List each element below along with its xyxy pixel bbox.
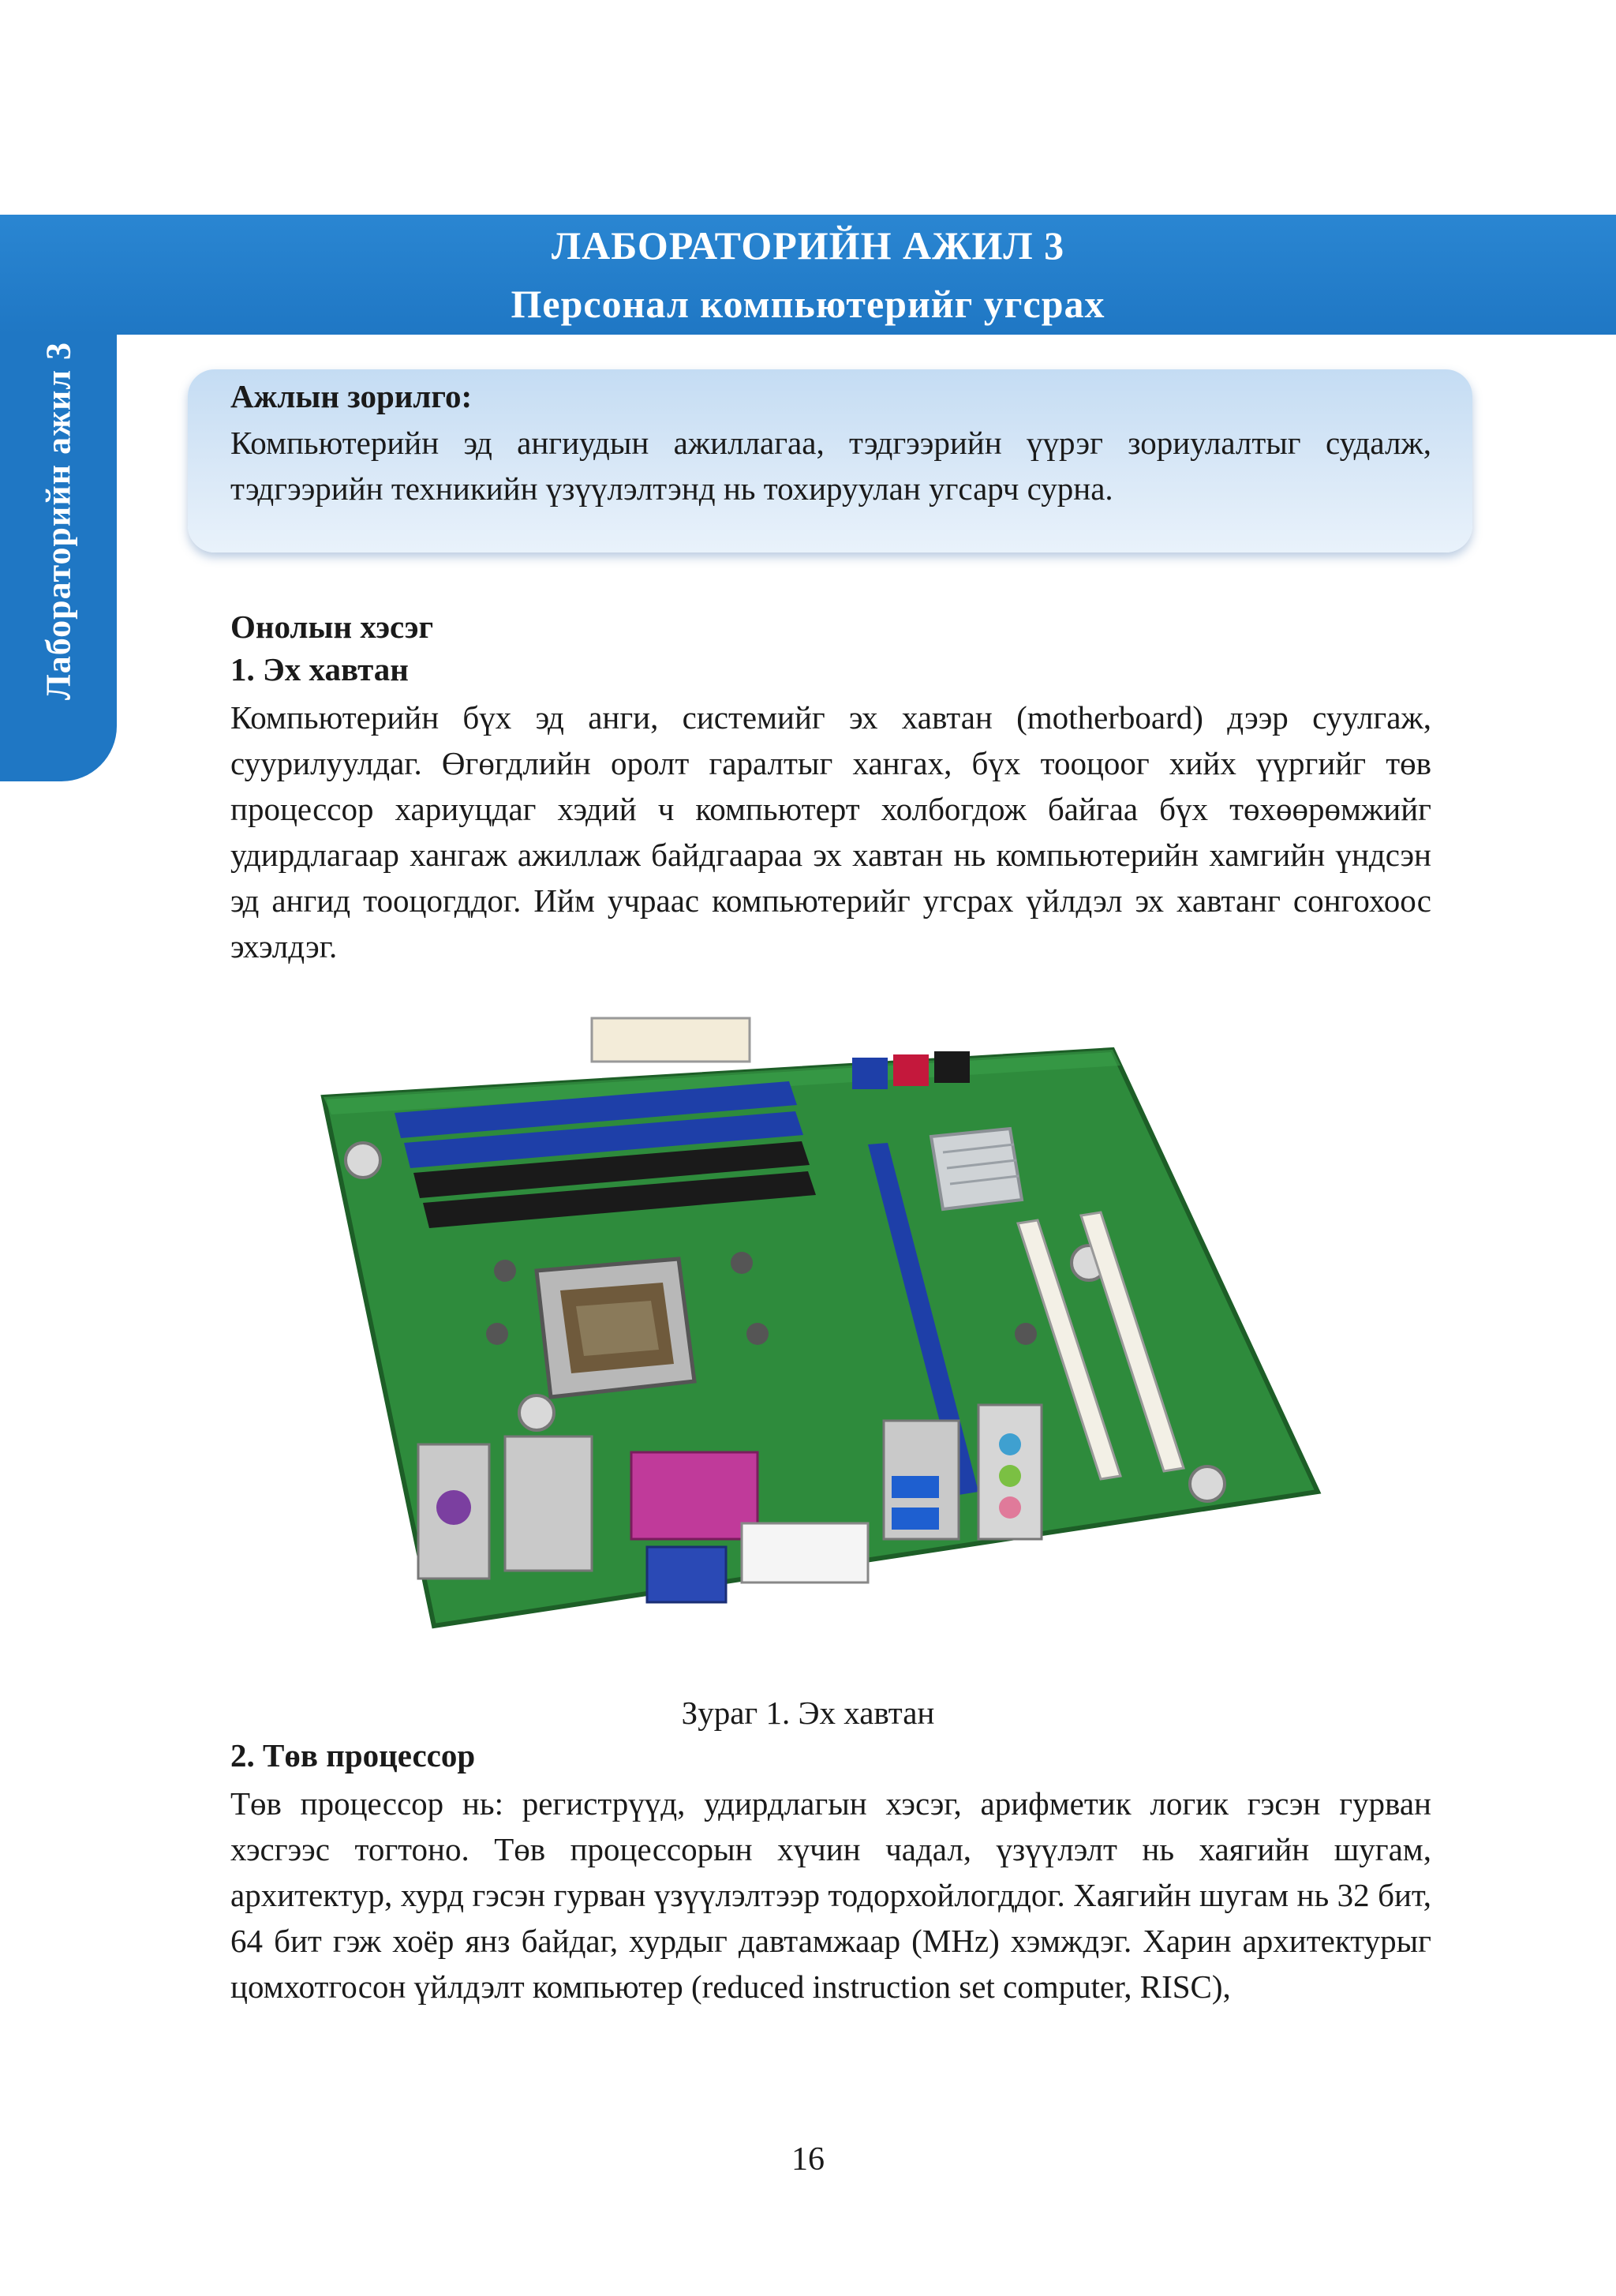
cpu-socket xyxy=(537,1259,694,1397)
chipset-heatsink xyxy=(931,1129,1022,1209)
theory-heading: Онолын хэсэг xyxy=(230,609,434,645)
page-number: 16 xyxy=(791,2141,825,2178)
motherboard-image xyxy=(300,1002,1326,1634)
dvi-port xyxy=(742,1523,868,1582)
figure-caption: Зураг 1. Эх хавтан xyxy=(681,1695,935,1731)
goal-text: Компьютерийн эд ангиудын ажиллагаа, тэдгээрийн үүрэг зориулалтыг судалж, тэдгээрийн техникийн үзүүлэлтэнд нь тохируулан угсарч сурна. xyxy=(230,425,1431,507)
lab-title: ЛАБОРАТОРИЙН АЖИЛ 3 xyxy=(551,223,1065,268)
goal-title: Ажлын зорилго: xyxy=(230,378,473,414)
lab-subtitle: Персонал компьютерийг угсрах xyxy=(511,282,1105,326)
side-tab-label: Лабораторийн ажил 3 xyxy=(39,341,78,701)
section1-paragraph: Компьютерийн бүх эд анги, системийг эх хавтан (motherboard) дээр суулгаж, суурилуулдаг. Өгөгдлийн оролт гаралтыг хангах, бүх тооцоог хийх үүргийг төв процессор хариуцдаг хэдий ч компьютерт холбогдож байгаа бүх төхөөрөмжийг удирдлагаар хангаж ажиллаж байдгаараа эх хавтан нь компьютерийн хамгийн үндсэн эд ангид тооцогддог. Ийм учраас компьютерийг угсрах үйлдэл эх хавтанг сонгохоос эхэлдэг. xyxy=(230,699,1431,964)
vga-port xyxy=(647,1547,726,1602)
motherboard-illustration xyxy=(300,1002,1326,1634)
section2-heading: 2. Төв процессор xyxy=(230,1737,476,1774)
section2-paragraph: Төв процессор нь: регистрүүд, удирдлагын хэсэг, арифметик логик гэсэн гурван хэсгээс тогтоно. Төв процессорын хүчин чадал, үзүүлэлт нь хаягийн шугам, архитектур, хурд гэсэн гурван үзүүлэлтээр тодорхойлогддог. Хаягийн шугам нь 32 бит, 64 бит гэж хоёр янз байдаг, хурдыг давтамжаар (MHz) хэмждэг. Харин архитектурыг цомхотгосон үйлдэлт компьютер (reduced instruction set computer, RISC), xyxy=(230,1785,1431,2005)
section1-heading: 1. Эх хавтан xyxy=(230,651,409,687)
atx-power xyxy=(592,1018,750,1062)
parallel-port xyxy=(631,1452,758,1539)
